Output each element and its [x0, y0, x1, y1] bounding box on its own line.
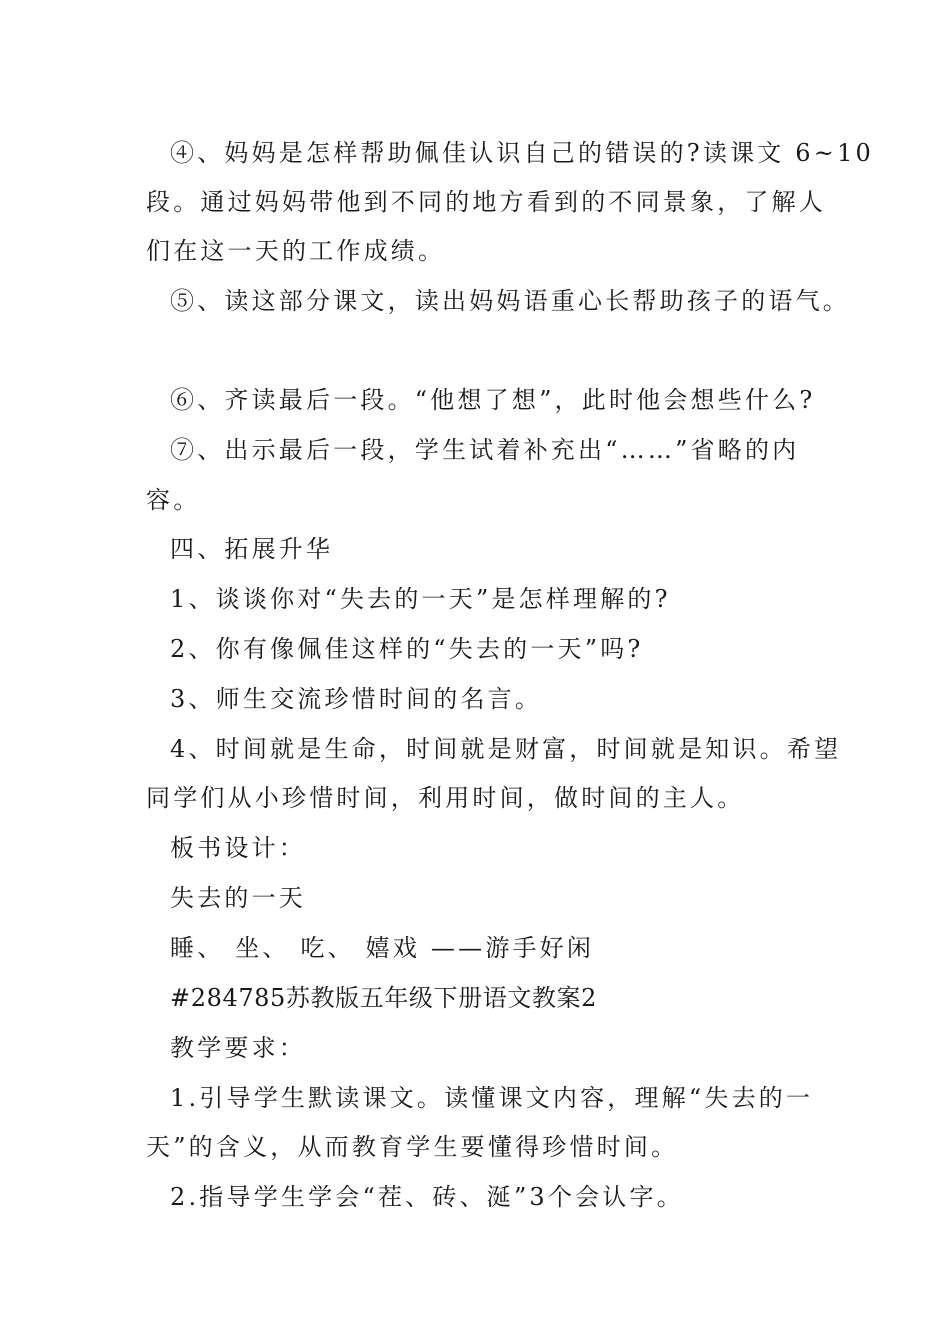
list-item-3: 3、师生交流珍惜时间的名言。	[170, 685, 543, 713]
paragraph-step-4-line-1: ④、妈妈是怎样帮助佩佳认识自己的错误的?读课文 6~10	[170, 139, 875, 167]
list-item-4-line-2: 同学们从小珍惜时间，利用时间，做时间的主人。	[146, 784, 745, 812]
section-heading-extension: 四、拓展升华	[170, 535, 334, 563]
paragraph-step-4-line-3: 们在这一天的工作成绩。	[146, 237, 446, 265]
paragraph-step-6: ⑥、齐读最后一段。“他想了想”，此时他会想些什么?	[170, 386, 816, 414]
requirement-1-line-1: 1.引导学生默读课文。读懂课文内容，理解“失去的一	[170, 1084, 814, 1112]
board-design-content: 睡、 坐、 吃、 嬉戏 ——游手好闲	[170, 934, 595, 962]
paragraph-step-4-line-2: 段。通过妈妈带他到不同的地方看到的不同景象，了解人	[146, 188, 826, 216]
teaching-requirements-heading: 教学要求：	[170, 1034, 306, 1062]
list-item-1: 1、谈谈你对“失去的一天”是怎样理解的?	[170, 585, 671, 613]
board-design-heading: 板书设计：	[170, 834, 306, 862]
lesson-plan-title: #284785苏教版五年级下册语文教案2	[170, 984, 597, 1012]
board-design-title: 失去的一天	[170, 884, 306, 912]
requirement-1-line-2: 天”的含义，从而教育学生要懂得珍惜时间。	[146, 1133, 679, 1161]
paragraph-step-5: ⑤、读这部分课文，读出妈妈语重心长帮助孩子的语气。	[170, 287, 850, 315]
paragraph-step-7-line-1: ⑦、出示最后一段，学生试着补充出“……”省略的内	[170, 436, 800, 464]
list-item-4-line-1: 4、时间就是生命，时间就是财富，时间就是知识。希望	[170, 735, 842, 763]
list-item-2: 2、你有像佩佳这样的“失去的一天”吗?	[170, 635, 644, 663]
paragraph-step-7-line-2: 容。	[146, 486, 201, 514]
requirement-2: 2.指导学生学会“茬、砖、涎”3个会认字。	[170, 1183, 684, 1211]
